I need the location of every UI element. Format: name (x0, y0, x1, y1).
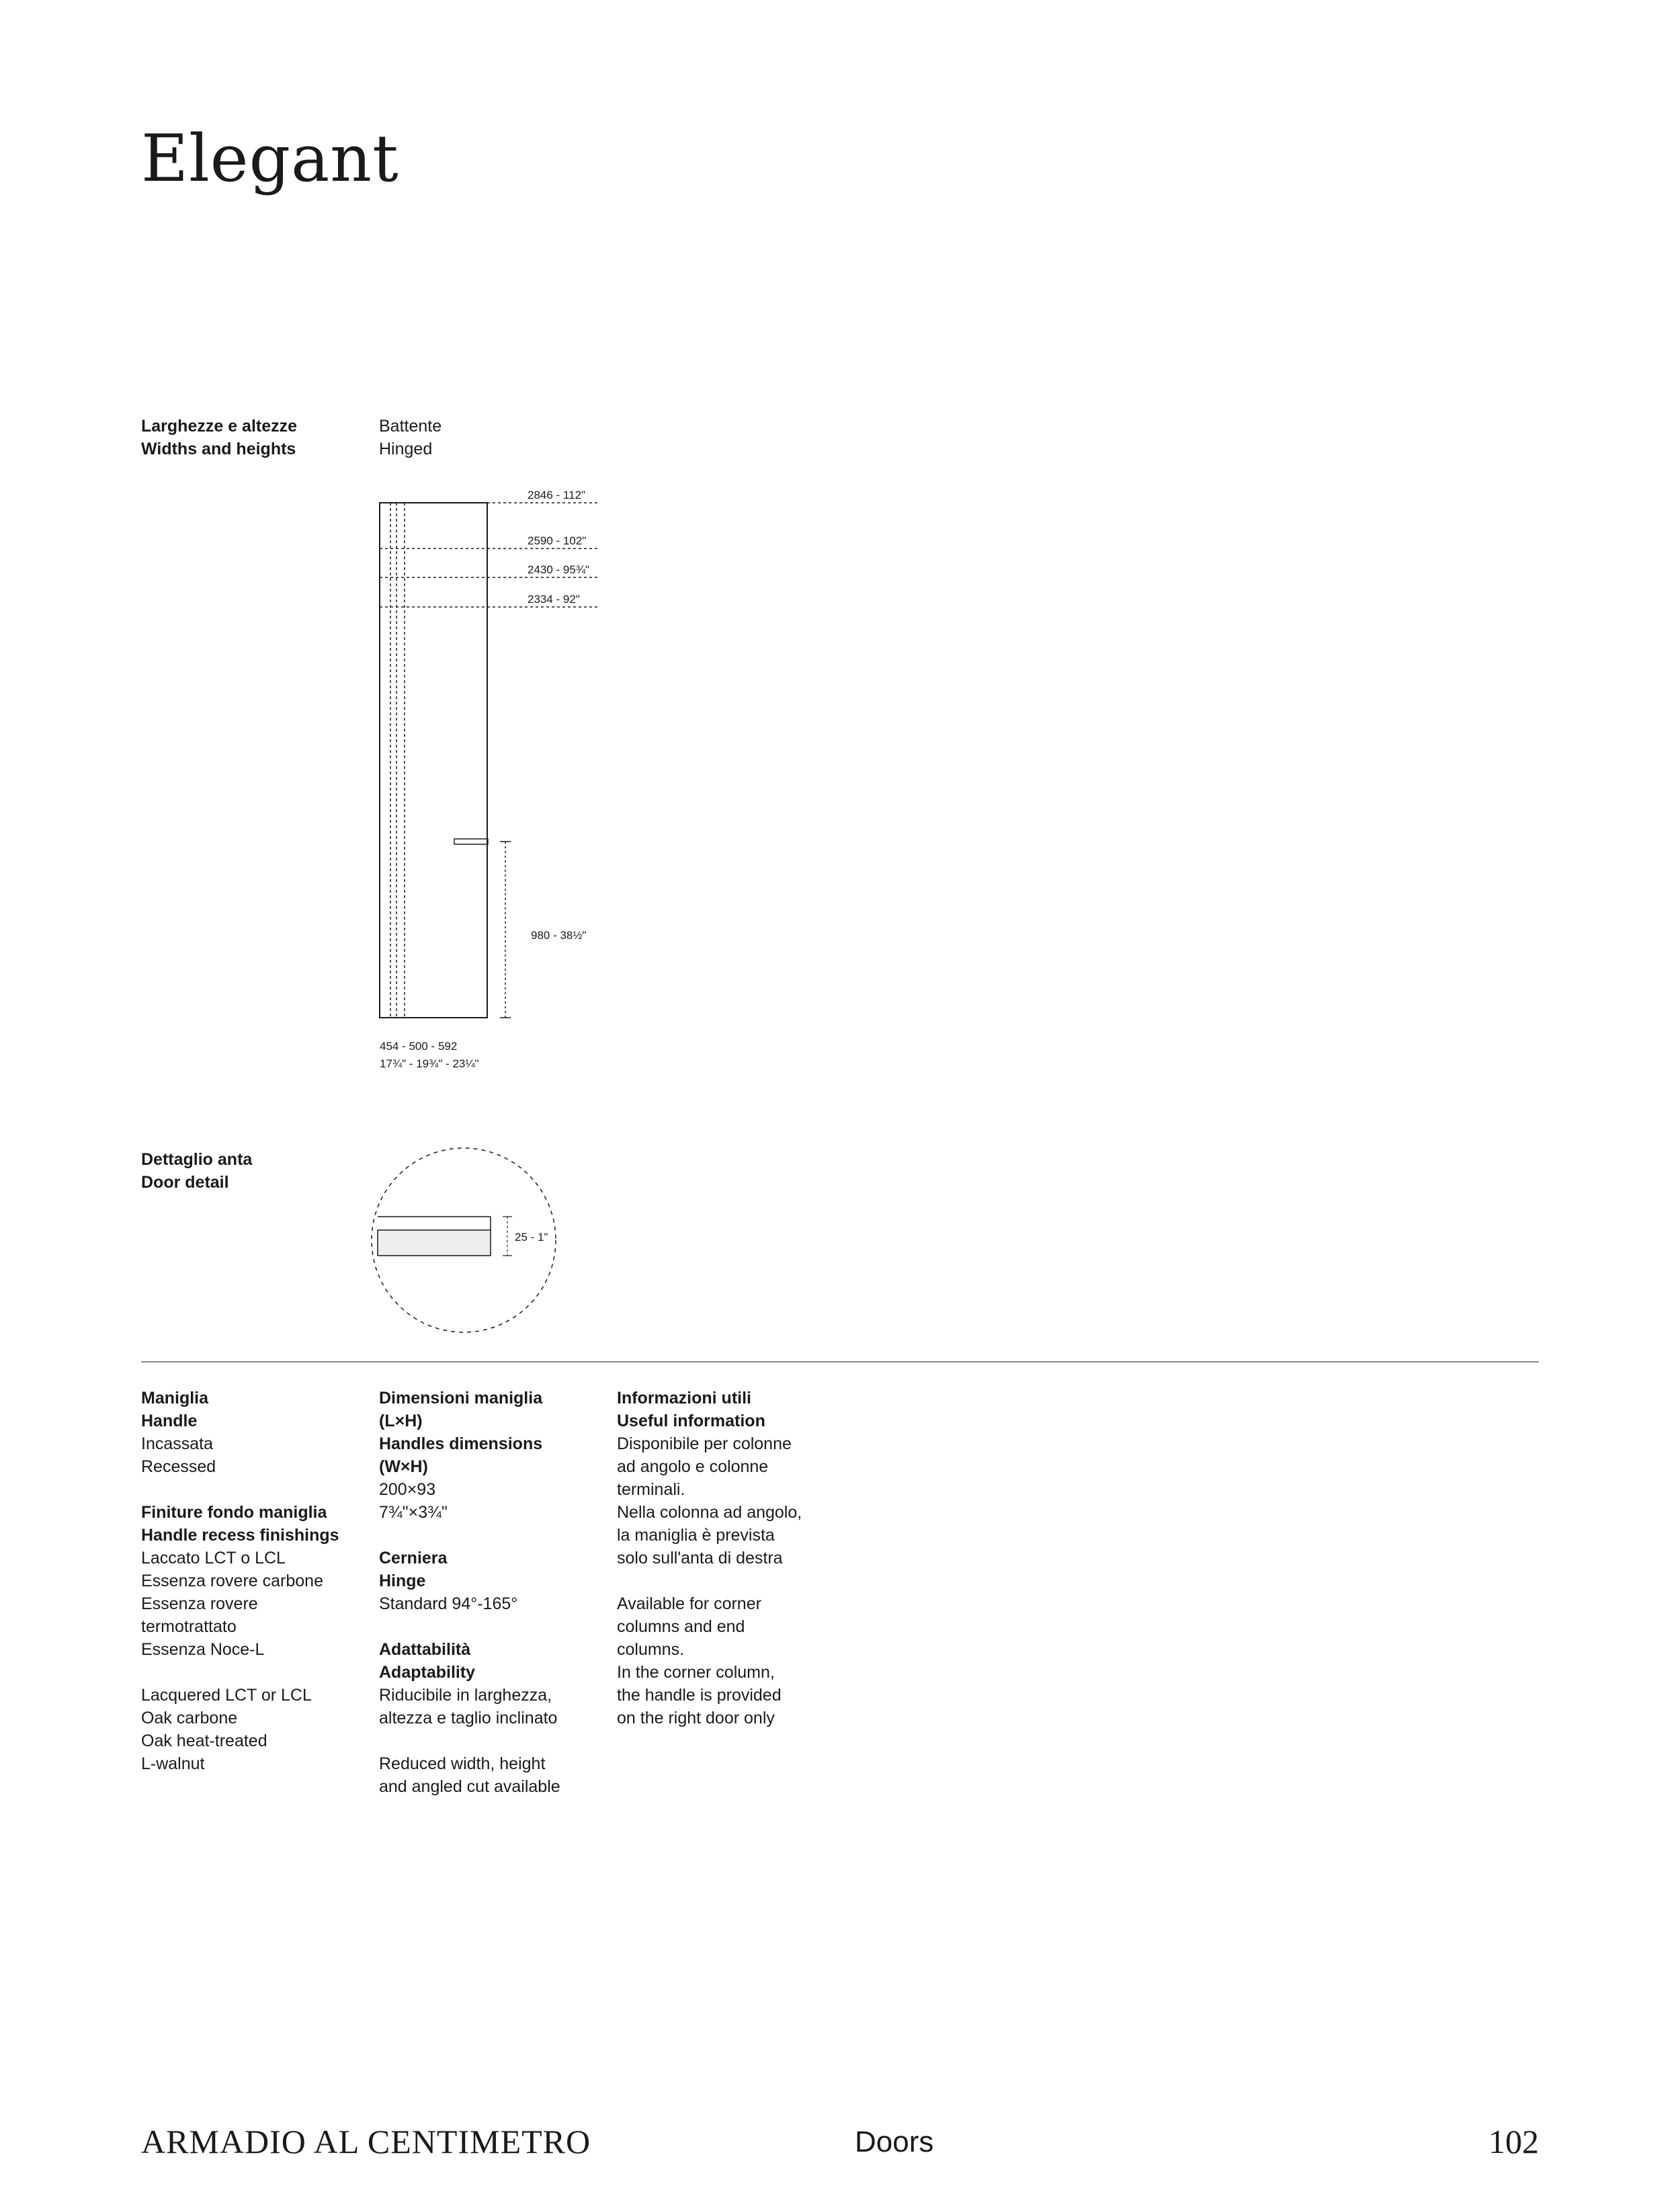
spec-text: on the right door only (617, 1709, 775, 1727)
spec-heading: Informazioni utili (617, 1389, 751, 1408)
spec-text: L-walnut (141, 1754, 205, 1773)
detail-section-label (141, 1148, 252, 1194)
thickness-label: 25 - 1" (515, 1231, 548, 1244)
handle-height-label: 980 - 38½" (531, 929, 587, 942)
spec-heading: Finiture fondo maniglia (141, 1503, 327, 1522)
spec-text: In the corner column, (617, 1663, 775, 1682)
door-detail-drawing (370, 1143, 571, 1338)
page-title: Elegant (141, 121, 399, 196)
spec-text: Incassata (141, 1434, 214, 1453)
spec-column-info (617, 1387, 802, 1729)
spec-heading: Adaptability (379, 1663, 476, 1682)
spacer (379, 1524, 560, 1547)
spacer (379, 1729, 560, 1752)
spec-text: 7¾"×3¾" (379, 1503, 448, 1522)
sizes-section-label (141, 415, 297, 460)
door-type-it: Battente (379, 417, 442, 436)
spec-heading: Handle (141, 1412, 198, 1430)
spacer (141, 1478, 339, 1501)
spec-text: Recessed (141, 1457, 216, 1476)
spec-text: Essenza rovere (141, 1594, 258, 1613)
spec-column-handle (141, 1387, 339, 1775)
spec-text: la maniglia è prevista (617, 1526, 775, 1545)
spec-text: Standard 94°-165° (379, 1594, 518, 1613)
spec-text: solo sull'anta di destra (617, 1549, 783, 1568)
spacer (617, 1570, 802, 1592)
spec-text: Available for corner (617, 1594, 761, 1613)
spec-heading: Handle recess finishings (141, 1526, 339, 1545)
height-label-4: 2334 - 92" (528, 593, 580, 606)
spec-text: columns and end (617, 1617, 745, 1636)
widths-in-label: 17¾" - 19¾" - 23¼" (380, 1057, 479, 1070)
widths-mm-label: 454 - 500 - 592 (380, 1040, 458, 1053)
spec-heading: Maniglia (141, 1389, 209, 1408)
spec-text: Nella colonna ad angolo, (617, 1503, 802, 1522)
spacer (141, 1661, 339, 1684)
spec-heading: Cerniera (379, 1549, 448, 1568)
spec-heading: Useful information (617, 1412, 765, 1430)
spec-heading: Adattabilità (379, 1640, 471, 1659)
height-label-1: 2846 - 112" (528, 489, 586, 501)
section-divider (141, 1361, 1539, 1362)
detail-label-it: Dettaglio anta (141, 1150, 253, 1169)
page-number: 102 (1488, 2123, 1539, 2160)
spec-text: Essenza rovere carbone (141, 1572, 323, 1590)
spec-heading: Dimensioni maniglia (379, 1389, 543, 1408)
spec-text: Oak heat-treated (141, 1732, 267, 1750)
spec-text: Lacquered LCT or LCL (141, 1686, 312, 1705)
spec-text: Disponibile per colonne (617, 1434, 792, 1453)
footer-collection: ARMADIO AL CENTIMETRO (141, 2123, 591, 2160)
spec-heading: (L×H) (379, 1412, 423, 1430)
door-elevation-drawing (363, 471, 645, 1089)
spec-text: termotrattato (141, 1617, 237, 1636)
spec-text: columns. (617, 1640, 685, 1659)
spec-text: ad angolo e colonne (617, 1457, 769, 1476)
spec-heading: Handles dimensions (379, 1434, 543, 1453)
spacer (379, 1615, 560, 1638)
spec-text: Riducibile in larghezza, (379, 1686, 552, 1705)
spec-heading: Hinge (379, 1572, 426, 1590)
door-type (379, 415, 442, 460)
door-panel-outline (380, 503, 487, 1018)
spec-text: terminali. (617, 1480, 685, 1499)
spec-column-dimensions (379, 1387, 560, 1798)
spec-text: the handle is provided (617, 1686, 782, 1705)
spec-text: Oak carbone (141, 1709, 238, 1727)
footer-section: Doors (855, 2125, 934, 2158)
spec-text: altezza e taglio inclinato (379, 1709, 558, 1727)
detail-label-en: Door detail (141, 1173, 229, 1192)
height-label-2: 2590 - 102" (528, 534, 587, 547)
spec-text: and angled cut available (379, 1777, 560, 1796)
spec-text: Reduced width, height (379, 1754, 546, 1773)
door-type-en: Hinged (379, 440, 433, 458)
spec-heading: (W×H) (379, 1457, 428, 1476)
handle-recess (454, 839, 488, 844)
height-label-3: 2430 - 95¾" (528, 563, 590, 576)
sizes-label-en: Widths and heights (141, 440, 296, 458)
spec-text: 200×93 (379, 1480, 436, 1499)
detail-door-section (378, 1230, 491, 1256)
spec-text: Essenza Noce-L (141, 1640, 265, 1659)
sizes-label-it: Larghezze e altezze (141, 417, 298, 436)
spec-text: Laccato LCT o LCL (141, 1549, 286, 1568)
